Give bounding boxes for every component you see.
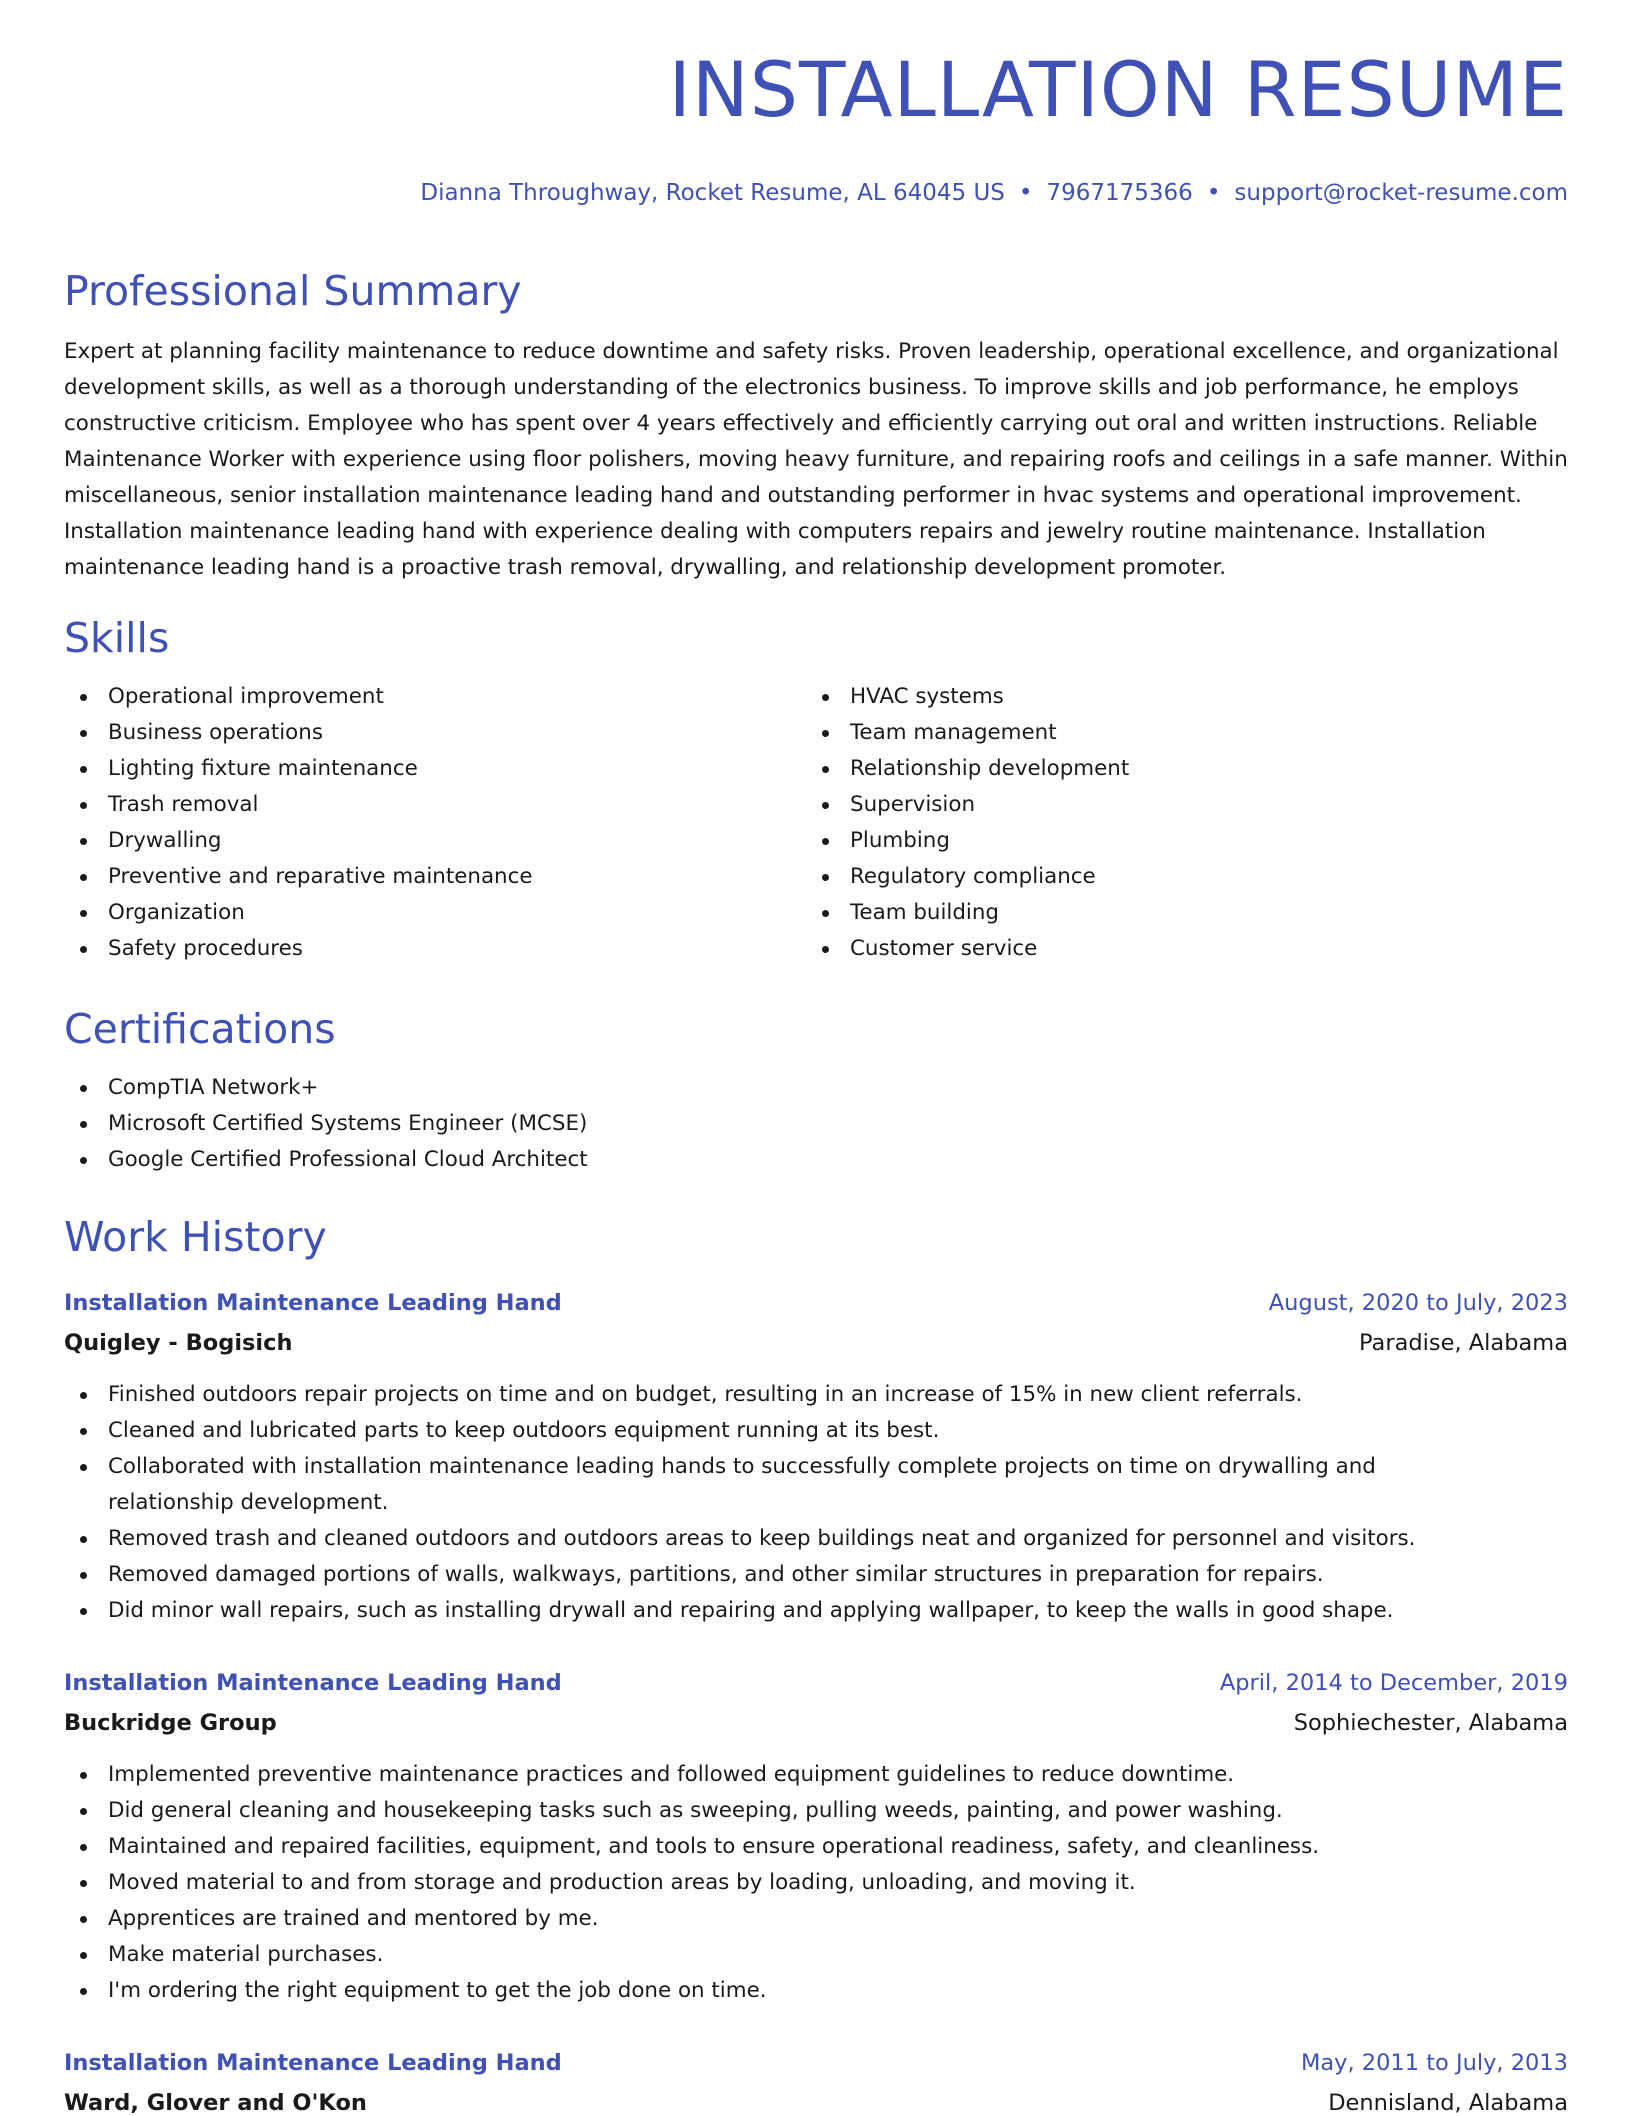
skills-list-right (806, 679, 1526, 967)
certifications-list (64, 1070, 1568, 1178)
job-title: Installation Maintenance Leading Hand (64, 1290, 562, 1316)
summary-text: Expert at planning facility maintenance to reduce downtime and safety risks. Proven leadership, operational excellence, and organizational development skills, as well as a thorough understanding of the electronics business. To improve skills and job performance, he employs constructive criticism. Employee who has spent over 4 years effectively and efficiently carrying out oral and written instructions. Reliable Maintenance Worker with experience using floor polishers, moving heavy furniture, and repairing roofs and ceilings in a safe manner. Within miscellaneous, senior installation maintenance leading hand and outstanding performer in hvac systems and operational improvement. Installation maintenance leading hand with experience dealing with computers repairs and jewelry routine maintenance. Installation maintenance leading hand is a proactive trash removal, drywalling, and relationship development promoter. (64, 339, 1568, 580)
job-title: Installation Maintenance Leading Hand (64, 2050, 562, 2076)
skill-item: Organization (64, 895, 784, 931)
contact-separator: • (1206, 180, 1221, 206)
work-history-heading: Work History (64, 1213, 327, 1261)
job-dates: May, 2011 to July, 2013 (1300, 2050, 1568, 2076)
certifications-heading: Certifications (64, 1005, 336, 1053)
skill-item: Team building (806, 895, 1526, 931)
skill-item: Regulatory compliance (806, 859, 1526, 895)
skill-item: Customer service (806, 931, 1526, 967)
skill-item: Business operations (64, 715, 784, 751)
certification-item: Microsoft Certified Systems Engineer (MCSE) (64, 1106, 1568, 1142)
skill-item: Plumbing (806, 823, 1526, 859)
job-bullet: Moved material to and from storage and production areas by loading, unloading, and moving it. (64, 1865, 1568, 1901)
job-bullets (64, 1757, 1568, 2009)
skill-item: Operational improvement (64, 679, 784, 715)
job-bullet: Maintained and repaired facilities, equipment, and tools to ensure operational readiness, safety, and cleanliness. (64, 1829, 1568, 1865)
job-title: Installation Maintenance Leading Hand (64, 1670, 562, 1696)
skills-list-left (64, 679, 784, 967)
job-bullet: Make material purchases. (64, 1937, 1568, 1973)
skill-item: Lighting fixture maintenance (64, 751, 784, 787)
skills-heading: Skills (64, 614, 170, 662)
certification-item: CompTIA Network+ (64, 1070, 1568, 1106)
job-bullet: Removed damaged portions of walls, walkways, partitions, and other similar structures in preparation for repairs. (64, 1557, 1568, 1593)
job-company: Buckridge Group (64, 1710, 277, 1736)
job-bullet: Finished outdoors repair projects on time and on budget, resulting in an increase of 15% in new client referrals. (64, 1377, 1568, 1413)
skill-item: Team management (806, 715, 1526, 751)
job-company: Ward, Glover and O'Kon (64, 2090, 367, 2116)
document-title: INSTALLATION RESUME (668, 45, 1568, 134)
job-location: Dennisland, Alabama (1328, 2090, 1568, 2116)
job-bullet: Cleaned and lubricated parts to keep outdoors equipment running at its best. (64, 1413, 1568, 1449)
job-bullet: Removed trash and cleaned outdoors and outdoors areas to keep buildings neat and organized for personnel and visitors. (64, 1521, 1568, 1557)
skill-item: HVAC systems (806, 679, 1526, 715)
job-company: Quigley - Bogisich (64, 1330, 293, 1356)
contact-line (420, 182, 1568, 205)
job-bullet: Implemented preventive maintenance practices and followed equipment guidelines to reduce downtime. (64, 1757, 1568, 1793)
contact-separator: • (1018, 180, 1033, 206)
job-bullet: Did general cleaning and housekeeping tasks such as sweeping, pulling weeds, painting, and power washing. (64, 1793, 1568, 1829)
contact-email: support@rocket-resume.com (1234, 180, 1568, 206)
job-location: Paradise, Alabama (1359, 1330, 1568, 1356)
job-bullet: Collaborated with installation maintenance leading hands to successfully complete projects on time on drywalling and relationship development. (64, 1449, 1568, 1521)
job-bullet: I'm ordering the right equipment to get the job done on time. (64, 1973, 1568, 2009)
certification-item: Google Certified Professional Cloud Architect (64, 1142, 1568, 1178)
skill-item: Relationship development (806, 751, 1526, 787)
summary-heading: Professional Summary (64, 267, 522, 315)
job-dates: April, 2014 to December, 2019 (1219, 1670, 1568, 1696)
skill-item: Safety procedures (64, 931, 784, 967)
job-dates: August, 2020 to July, 2023 (1268, 1290, 1568, 1316)
skill-item: Supervision (806, 787, 1526, 823)
job-bullet: Did minor wall repairs, such as installing drywall and repairing and applying wallpaper, to keep the walls in good shape. (64, 1593, 1568, 1629)
contact-address: Dianna Throughway, Rocket Resume, AL 64045 US (420, 180, 1005, 206)
job-bullets (64, 1377, 1568, 1629)
job-location: Sophiechester, Alabama (1293, 1710, 1568, 1736)
contact-phone: 7967175366 (1046, 180, 1193, 206)
job-bullet: Apprentices are trained and mentored by me. (64, 1901, 1568, 1937)
skill-item: Drywalling (64, 823, 784, 859)
skill-item: Trash removal (64, 787, 784, 823)
skill-item: Preventive and reparative maintenance (64, 859, 784, 895)
